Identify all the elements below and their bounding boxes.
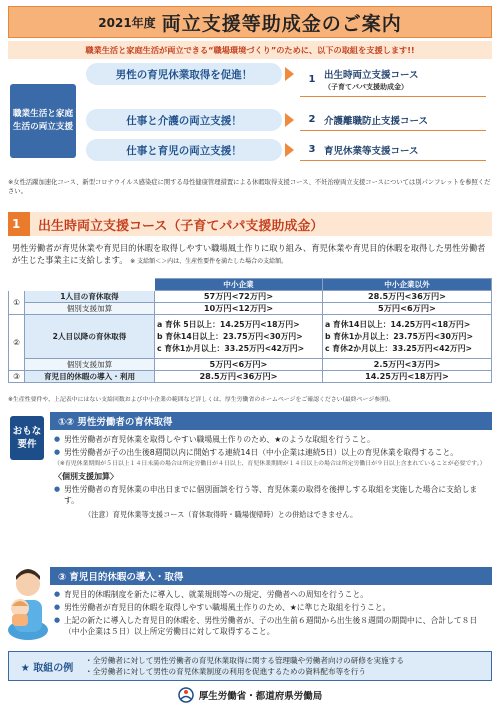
row-label: 育児目的休暇の導入・利用	[25, 371, 155, 383]
bullet-text: 男性労働者が育児目的休暇を取得しやすい職場風土作りのため、★に準じた取組を行うこと。	[64, 603, 391, 612]
list-item	[54, 589, 490, 600]
table-corner	[25, 279, 155, 291]
section1-lead-note: ※ 支給額＜＞内は、生産性要件を満たした場合の支給額。	[130, 258, 288, 265]
course-number: 2	[308, 114, 316, 125]
table-row	[9, 291, 492, 303]
arrow-right-icon	[285, 113, 294, 127]
cell: 5万円<6万円>	[322, 303, 491, 315]
cell: 14.25万円<18万円>	[322, 371, 491, 383]
section1-lead	[12, 242, 490, 268]
addon-heading: 〈個別支援加算〉	[54, 472, 118, 481]
cell	[322, 315, 491, 359]
father-child-icon	[6, 560, 52, 640]
list-item	[54, 447, 490, 458]
b3-note: （注意）育児休業等支援コース（育休取得時・職場復帰時）との併給はできません。	[84, 510, 358, 519]
req-block1-header: ①② 男性労働者の育休取得	[50, 412, 492, 430]
row-label: 個別支援加算	[25, 359, 155, 371]
table-row	[9, 371, 492, 383]
cell: 28.5万円<36万円>	[322, 291, 491, 303]
cell-line: b 育休1か月以上：23.75万円<30万円>	[324, 331, 474, 341]
overview-pill-3: 仕事と育児の両立支援！	[86, 139, 282, 161]
cell: 5万円<6万円>	[155, 359, 323, 371]
overview-pill-3-wrap	[86, 139, 282, 161]
table-row	[9, 315, 492, 359]
row-num: ③	[9, 371, 25, 383]
bullet-text: 男性労働者の育児休業の申出日までに個別面談を行う等、育児休業の取得を後押しする取組を実施した場合に支給します。	[64, 485, 478, 505]
course-title	[324, 67, 419, 92]
overview-pill-2-wrap	[86, 109, 282, 131]
list-item	[54, 602, 490, 613]
section1-title: 出生時両立支援コース（子育てパパ支援助成金）	[38, 218, 324, 234]
cell-line: c 育休1か月以上：33.25万円<42万円>	[157, 343, 305, 353]
bullet-text: 育児目的休暇制度を新たに導入し、就業規則等への規定、労働者への周知を行うこと。	[64, 590, 369, 599]
course-subtitle: （子育てパパ支援助成金）	[324, 83, 408, 91]
table-row	[9, 359, 492, 371]
course-title: 育児休業等支援コース	[324, 145, 419, 157]
overview-side-label: 職業生活と家庭生活の両立支援	[10, 84, 76, 158]
cell: 57万円<72万円>	[155, 291, 323, 303]
cell: 10万円<12万円>	[155, 303, 323, 315]
row-num: ②	[9, 315, 25, 371]
bullet-text: 男性労働者が育児休業を取得しやすい職場風土作りのため、★のような取組を行うこと。	[64, 435, 375, 444]
cell-line: c 育休2か月以上：33.25万円<42万円>	[324, 343, 473, 353]
section1-number: 1	[12, 217, 21, 231]
subtitle: 職業生活と家庭生活が両立できる“職場環境づくり”のために、以下の取組を支援します!!	[8, 41, 492, 59]
course-number: 1	[308, 74, 316, 85]
table-note: ※生産性要件や、上記表中にはない支給回数および中小企業の範囲など詳しくは、厚生労働省のホームページをご確認ください(最終ページ参照)。	[8, 397, 395, 403]
section1-lead-text: 男性労働者が育児休業や育児目的休暇を取得しやすい職場風土作りに取り組み、育児休業や育児目的休暇を取得した男性労働者が生じた事業主に支給します。	[12, 243, 486, 265]
cell-line: a 育休 5日以上：14.25万円<18万円>	[157, 319, 300, 329]
overview-course-1	[300, 63, 486, 97]
list-item	[54, 484, 490, 506]
example-list	[85, 655, 404, 677]
col-small: 中小企業	[155, 279, 323, 291]
list-item	[54, 434, 490, 445]
table-row	[9, 303, 492, 315]
list-item: ・全労働者に対して男性労働者の育児休業取得に関する管理職や労働者向けの研修を実施する	[85, 656, 404, 665]
overview-pill-1: 男性の育児休業取得を促進！	[86, 63, 282, 85]
example-box	[8, 651, 492, 681]
section1-header	[8, 212, 492, 236]
b2-note: （※育児休業期間が５日以上１４日未満の場合は所定労働日が４日以上、育児休業期間が１４日以上の場合は所定労働日が９日以上含まれていることが必要です。）	[54, 461, 486, 467]
table-corner	[9, 279, 25, 291]
cell-line: b 育休14日以上：23.75万円<30万円>	[157, 331, 303, 341]
mhlw-logo-icon	[178, 687, 194, 703]
overview-course-3	[300, 139, 486, 161]
table-header-row	[9, 279, 492, 291]
cell-line: a 育休14日以上：14.25万円<18万円>	[324, 319, 471, 329]
course-number: 3	[308, 144, 316, 155]
req-block1-body	[54, 434, 490, 520]
arrow-right-icon	[285, 143, 294, 157]
row-label: 個別支援加算	[25, 303, 155, 315]
row-num: ①	[9, 291, 25, 315]
title-year: 2021年度	[98, 15, 156, 30]
list-item: ・全労働者に対して男性の育児休業制度の利用を促進するための資料配布等を行う	[85, 667, 366, 676]
subsidy-table	[8, 278, 492, 383]
row-label: 1人目の育休取得	[25, 291, 155, 303]
bullet-text: 男性労働者が子の出生後8週間以内に開始する連続14日（中小企業は連続5日）以上の育児休業を取得すること。	[64, 448, 459, 457]
list-item	[54, 615, 490, 637]
cell	[155, 315, 323, 359]
course-title: 介護離職防止支援コース	[324, 115, 429, 127]
col-large: 中小企業以外	[322, 279, 491, 291]
req-block2-header: ③ 育児目的休暇の導入・取得	[50, 567, 492, 585]
req-block2-body	[54, 589, 490, 637]
footer	[0, 684, 500, 706]
overview-note: ※女性活躍加速化コース、新型コロナウイルス感染症に関する母性健康管理措置による休暇取得支援コース、不妊治療両立支援コースについては別パンフレットを参照ください。	[8, 179, 491, 195]
requirements-label: おもな要件	[10, 416, 44, 460]
overview-pill-2: 仕事と介護の両立支援！	[86, 109, 282, 131]
father-child-illustration	[6, 560, 52, 640]
overview-pill-1-wrap	[86, 63, 282, 85]
page-title: 両立支援等助成金のご案内	[161, 12, 402, 35]
cell: 2.5万円<3万円>	[322, 359, 491, 371]
example-label: ★ 取組の例	[20, 662, 74, 674]
arrow-right-icon	[285, 67, 294, 81]
cell: 28.5万円<36万円>	[155, 371, 323, 383]
bullet-text: 上記の新たに導入した育児目的休暇を、男性労働者が、子の出生前６週間から出生後８週間の期間中に、合計して８日（中小企業は５日）以上所定労働日に対して取得すること。	[64, 616, 478, 636]
footer-org: 厚生労働省・都道府県労働局	[198, 691, 323, 702]
course-title-text: 出生時両立支援コース	[324, 70, 419, 81]
title-banner	[8, 6, 492, 38]
row-label: 2人目以降の育休取得	[25, 315, 155, 359]
overview-course-2	[300, 109, 486, 131]
